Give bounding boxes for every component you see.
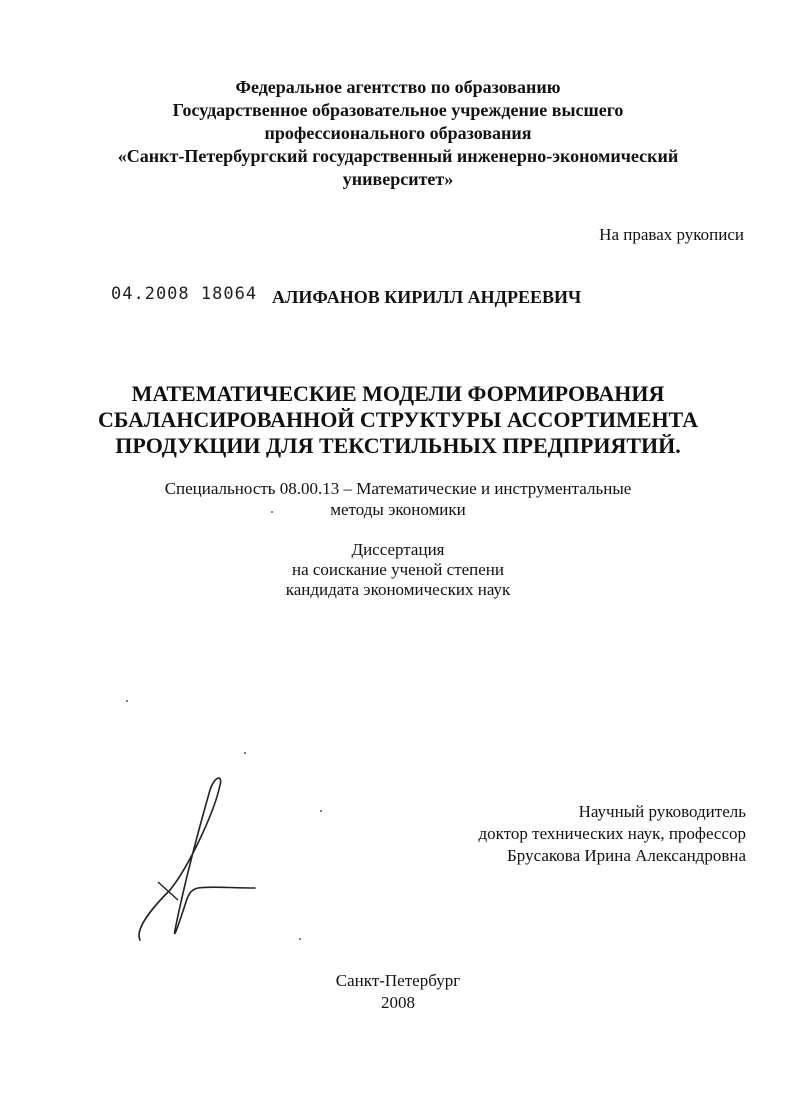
specialty — [0, 478, 796, 520]
title-line: ПРОДУКЦИИ ДЛЯ ТЕКСТИЛЬНЫХ ПРЕДПРИЯТИЙ. — [115, 433, 681, 458]
rights-note: На правах рукописи — [599, 225, 744, 244]
scan-speck — [271, 511, 273, 513]
scan-speck — [299, 938, 301, 940]
supervisor-name: Брусакова Ирина Александровна — [507, 846, 746, 865]
supervisor-degree: доктор технических наук, профессор — [478, 824, 746, 843]
institution-header — [0, 76, 796, 191]
dissertation-title — [0, 381, 796, 459]
supervisor-role: Научный руководитель — [578, 802, 746, 821]
scan-speck — [320, 810, 322, 812]
degree-line: кандидата экономических наук — [285, 580, 511, 599]
header-line: «Санкт-Петербургский государственный инженерно-экономический — [117, 146, 679, 166]
place-and-year — [0, 970, 796, 1014]
header-line: университет» — [342, 169, 454, 189]
scan-speck — [126, 700, 128, 702]
title-line: МАТЕМАТИЧЕСКИЕ МОДЕЛИ ФОРМИРОВАНИЯ — [131, 381, 665, 406]
title-line: СБАЛАНСИРОВАННОЙ СТРУКТУРЫ АССОРТИМЕНТА — [97, 407, 699, 432]
specialty-line: методы экономики — [330, 500, 466, 519]
header-line: Государственное образовательное учреждение высшего — [172, 100, 624, 120]
supervisor-block — [479, 801, 746, 867]
signature — [130, 770, 280, 950]
header-line: профессионального образования — [264, 123, 532, 143]
dissertation-degree — [0, 540, 796, 600]
city: Санкт-Петербург — [335, 971, 461, 990]
specialty-line: Специальность 08.00.13 – Математические и инструментальные — [164, 479, 632, 498]
scan-speck — [244, 752, 246, 754]
header-line: Федеральное агентство по образованию — [235, 77, 561, 97]
archive-stamp-number: 04.2008 18064 — [111, 284, 258, 304]
degree-line: Диссертация — [351, 540, 445, 559]
year: 2008 — [381, 993, 415, 1012]
degree-line: на соискание ученой степени — [291, 560, 505, 579]
author-name: АЛИФАНОВ КИРИЛЛ АНДРЕЕВИЧ — [272, 287, 582, 307]
